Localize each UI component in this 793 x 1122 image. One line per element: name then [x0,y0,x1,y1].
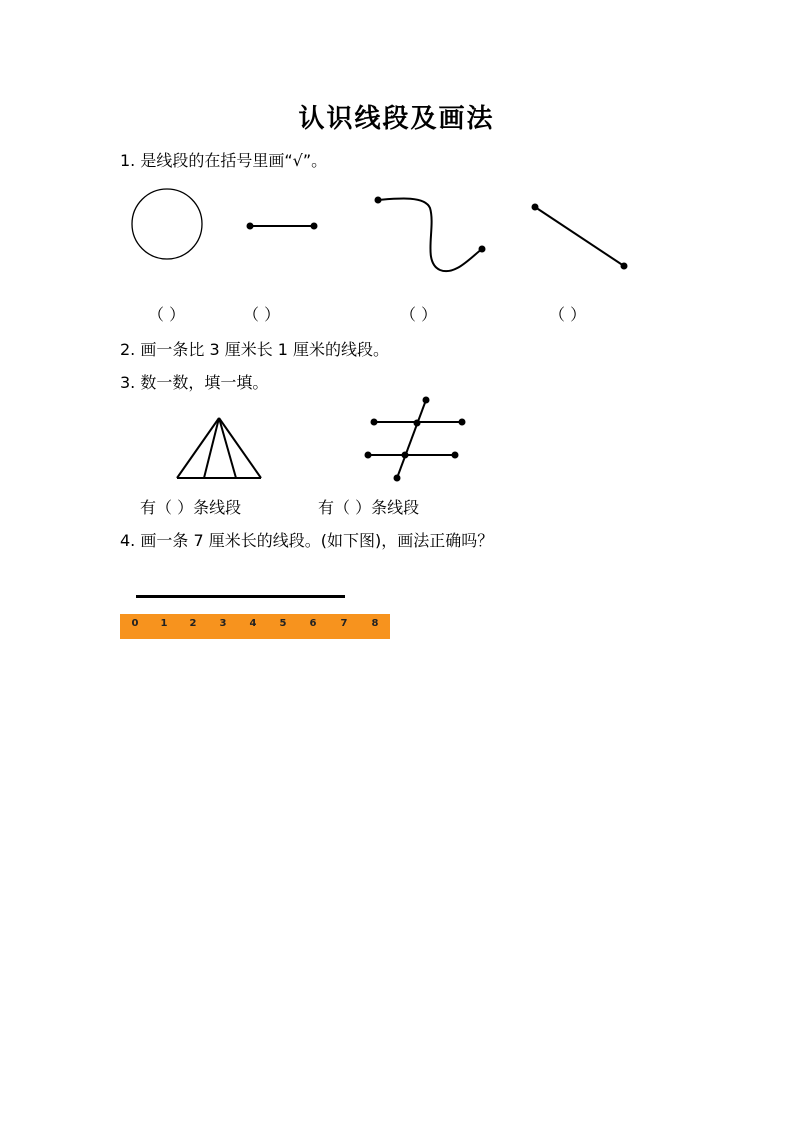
drawn-segment [136,595,345,598]
triangle-count-blank[interactable]: 有（ ）条线段 [140,498,242,517]
ruler-tick-0: 0 [131,618,139,629]
answer-paren-4[interactable]: （ ） [549,305,587,324]
ruler-tick-8: 8 [371,618,379,629]
ruler-tick-3: 3 [219,618,227,629]
straight-segment-figure [247,223,318,230]
crossing-count-blank[interactable]: 有（ ）条线段 [318,498,420,517]
question-3: 3. 数一数，填一填。 [120,373,269,392]
answer-paren-3[interactable]: （ ） [400,305,438,324]
worksheet-title: 认识线段及画法 [298,104,495,134]
crossing-lines-figure [365,397,466,482]
ruler-tick-2: 2 [189,618,197,629]
question-4: 4. 画一条 7 厘米长的线段。(如下图)，画法正确吗？ [120,531,494,550]
ruler-tick-6: 6 [309,618,317,629]
triangle-figure [177,418,261,478]
ruler-tick-1: 1 [160,618,168,629]
ruler [120,614,390,639]
question-1: 1. 是线段的在括号里画“√”。 [120,151,328,170]
circle-figure [132,189,202,259]
ruler-tick-5: 5 [279,618,287,629]
diagonal-segment-figure [532,204,628,270]
ruler-tick-7: 7 [340,618,348,629]
question-2: 2. 画一条比 3 厘米长 1 厘米的线段。 [120,340,390,359]
ruler-tick-4: 4 [249,618,257,629]
curve-figure [375,197,486,272]
answer-paren-1[interactable]: （ ） [148,305,186,324]
answer-paren-2[interactable]: （ ） [243,305,281,324]
